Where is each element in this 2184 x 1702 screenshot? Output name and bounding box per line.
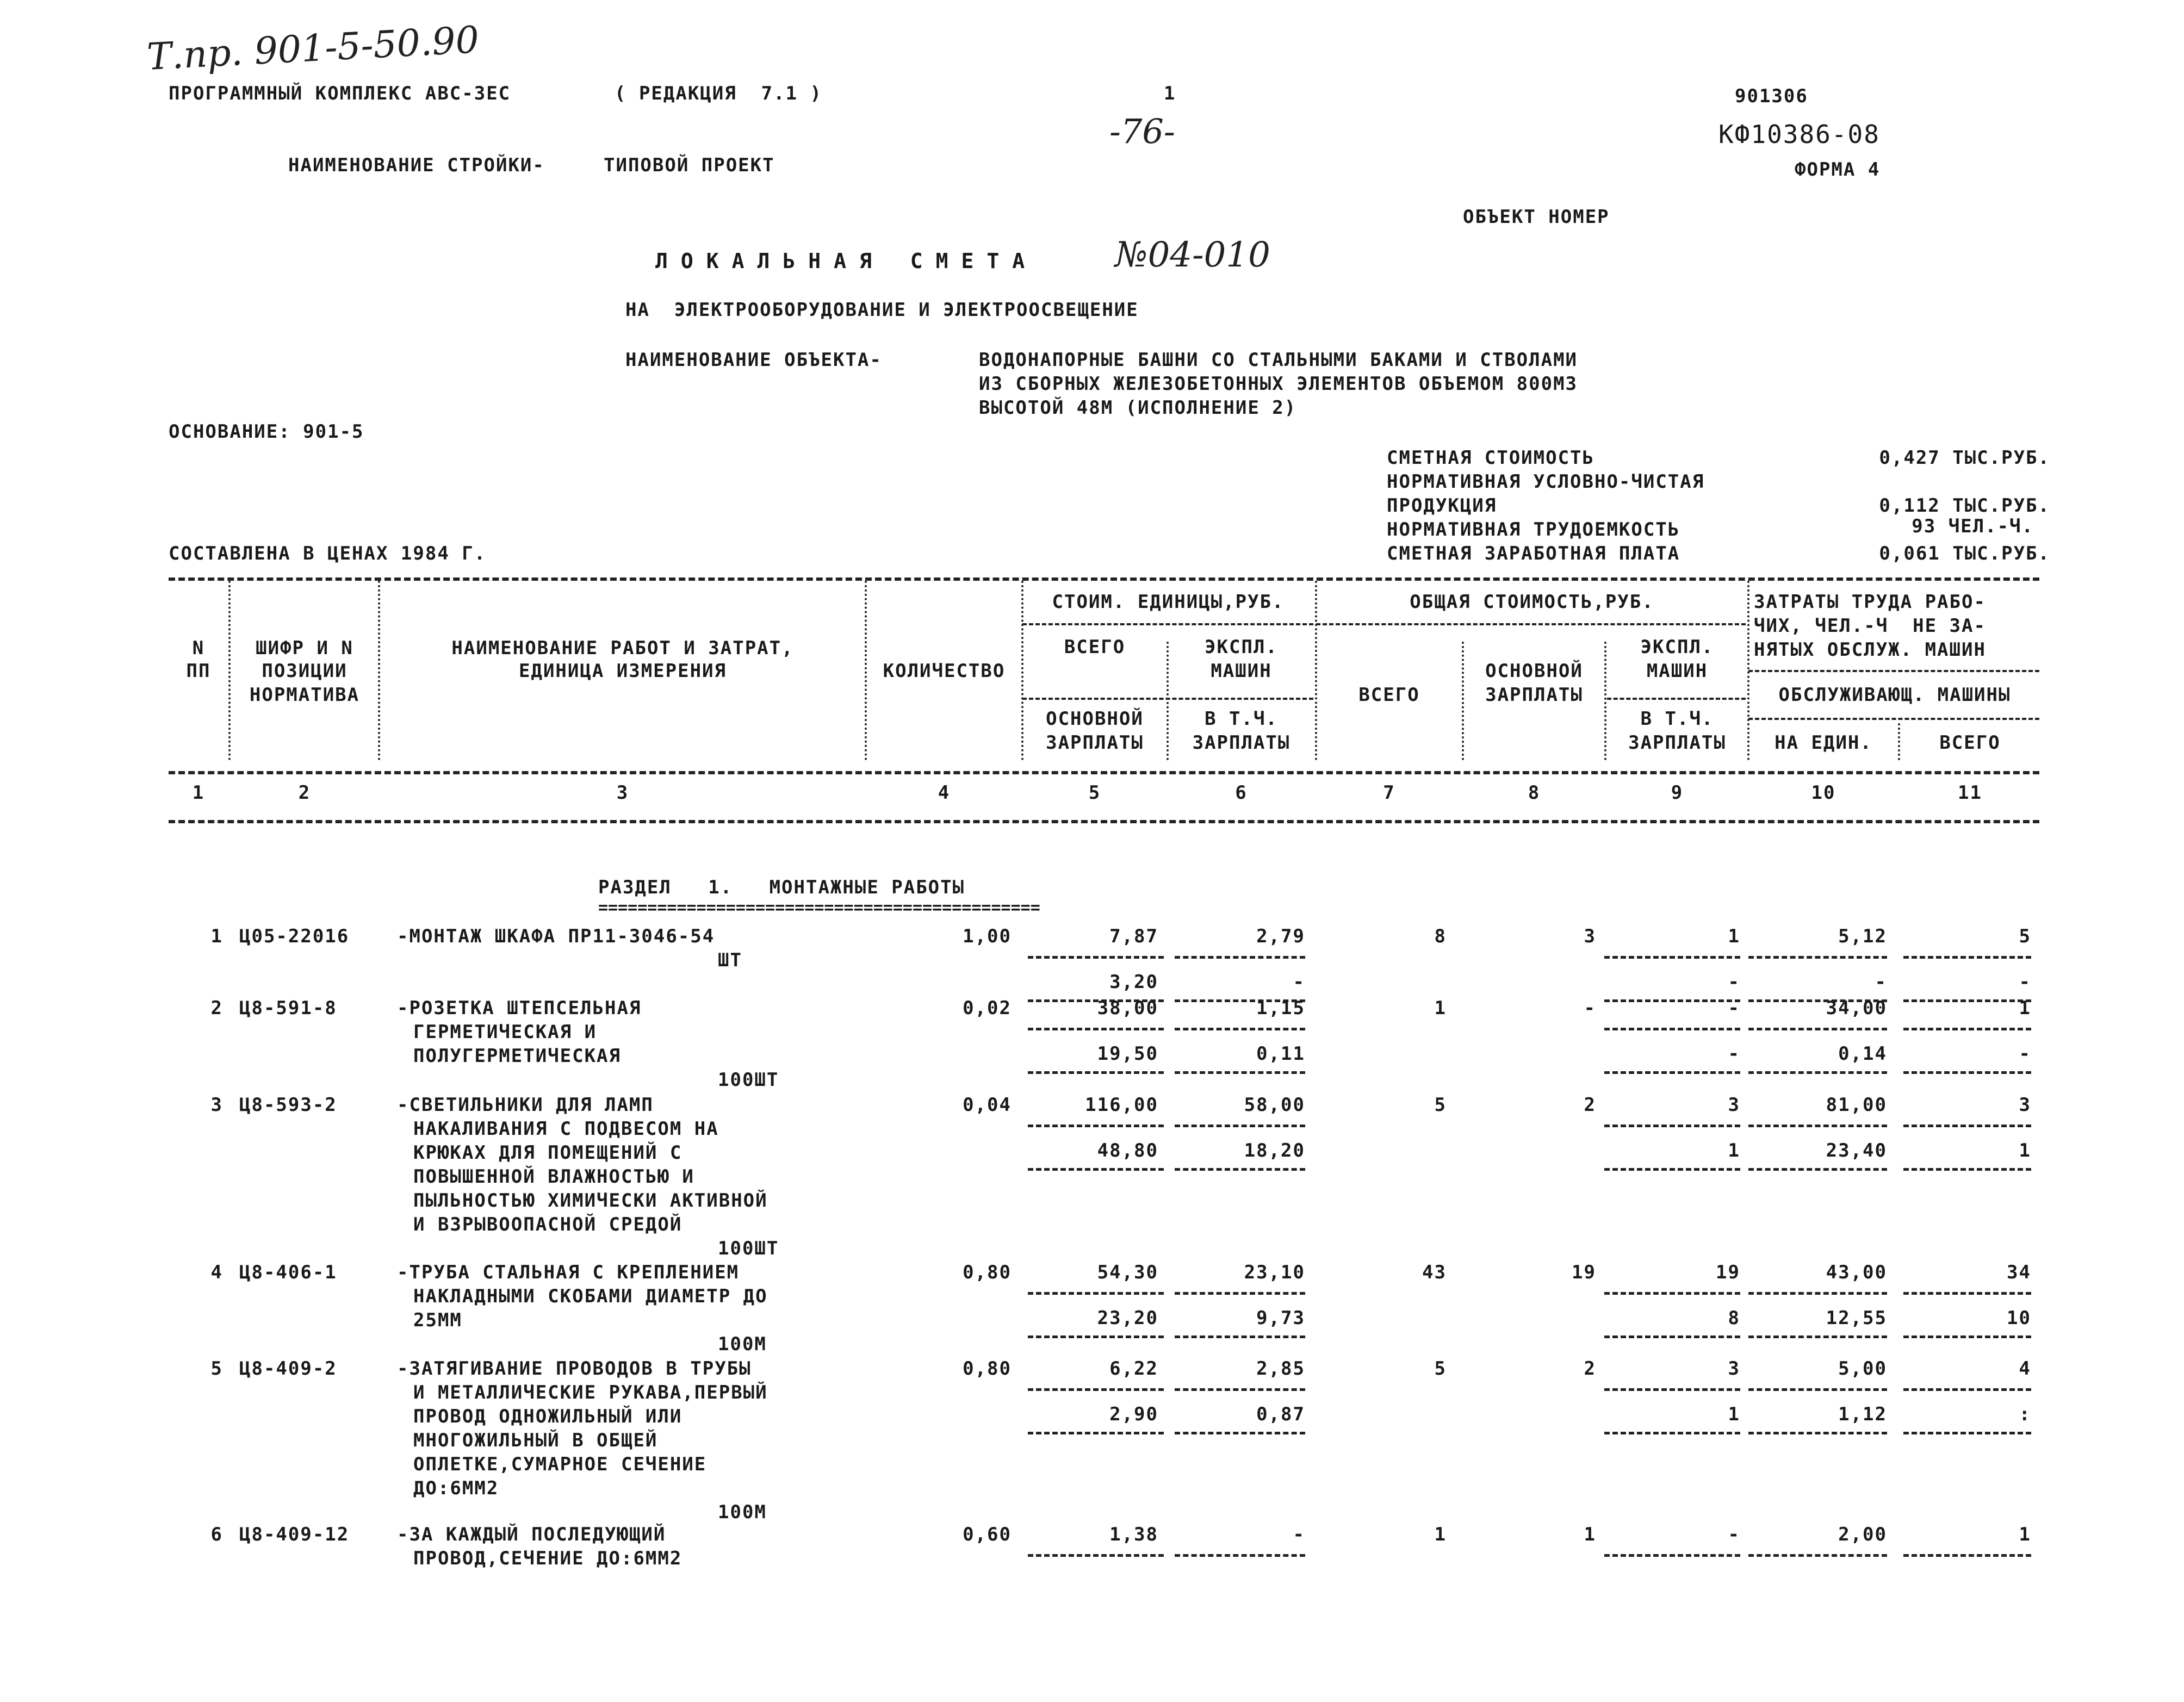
- summary-label: СМЕТНАЯ СТОИМОСТЬ: [1387, 447, 1594, 469]
- row-name-line: ДО:6ММ2: [413, 1477, 499, 1499]
- row-s10: 23,40: [1826, 1140, 1887, 1161]
- header-labor: ЗАТРАТЫ ТРУДА РАБО-: [1754, 591, 1986, 613]
- row-c6: 23,10: [1244, 1262, 1305, 1283]
- construction-value: ТИПОВОЙ ПРОЕКТ: [604, 154, 775, 176]
- col-number: 10: [1811, 782, 1836, 804]
- value-underline: [1748, 1432, 1887, 1434]
- section-underline: =============================================: [598, 898, 1040, 917]
- value-underline: [1748, 1388, 1887, 1391]
- header-unit-cost: СТОИМ. ЕДИНИЦЫ,РУБ.: [1052, 591, 1285, 613]
- row-c8: 19: [1572, 1262, 1596, 1283]
- header-inner-rule: [1748, 670, 2039, 672]
- section-title: РАЗДЕЛ 1. МОНТАЖНЫЕ РАБОТЫ: [598, 877, 965, 898]
- handwritten-page-number: -76-: [1109, 111, 1175, 151]
- row-c11: 1: [2019, 997, 2031, 1019]
- summary-value: 93 ЧЕЛ.-Ч.: [1912, 515, 2034, 537]
- row-name-line: -ЗАТЯГИВАНИЕ ПРОВОДОВ В ТРУБЫ: [397, 1358, 752, 1380]
- header-col2: ШИФР И N: [256, 637, 353, 659]
- row-unit: 100ШТ: [718, 1238, 779, 1259]
- row-c11: 5: [2019, 925, 2031, 947]
- value-underline: [1175, 1028, 1305, 1030]
- row-c10: 5,12: [1838, 925, 1887, 947]
- header-inner-rule: [1316, 623, 1746, 625]
- object-line-1: ВОДОНАПОРНЫЕ БАШНИ СО СТАЛЬНЫМИ БАКАМИ И СТВОЛАМИ: [979, 349, 1578, 371]
- row-s5: 48,80: [1097, 1140, 1158, 1161]
- header-labor: ЧИХ, ЧЕЛ.-Ч НЕ ЗА-: [1754, 615, 1986, 637]
- row-unit: 100М: [718, 1333, 767, 1355]
- value-underline: [1175, 1335, 1305, 1338]
- value-underline: [1748, 1335, 1887, 1338]
- header-col1: ПП: [186, 660, 211, 682]
- header-total-vsego: ВСЕГО: [1358, 684, 1420, 706]
- row-unit: ШТ: [718, 949, 742, 971]
- header-total-vtch: ЗАРПЛАТЫ: [1628, 732, 1726, 754]
- value-underline: [1604, 1292, 1740, 1295]
- row-c9: 3: [1728, 1094, 1740, 1116]
- handwritten-project-ref: Т.пр. 901-5-50.90: [146, 18, 480, 79]
- row-name-line: НАКЛАДНЫМИ СКОБАМИ ДИАМЕТР ДО: [413, 1285, 768, 1307]
- row-name-line: -РОЗЕТКА ШТЕПСЕЛЬНАЯ: [397, 997, 642, 1019]
- row-unit: 100М: [718, 1501, 767, 1523]
- row-s11: -: [2019, 971, 2031, 993]
- row-s11: 10: [2007, 1307, 2031, 1329]
- value-underline: [1748, 1071, 1887, 1074]
- price-basis: СОСТАВЛЕНА В ЦЕНАХ 1984 Г.: [169, 543, 487, 564]
- program-name: ПРОГРАММНЫЙ КОМПЛЕКС АВС-3ЕС: [169, 83, 511, 104]
- header-expl: ЭКСПЛ.: [1205, 636, 1278, 658]
- header-col4: КОЛИЧЕСТВО: [883, 660, 1006, 682]
- row-c10: 34,00: [1826, 997, 1887, 1019]
- header-obsl: ОБСЛУЖИВАЮЩ. МАШИНЫ: [1778, 684, 2011, 706]
- value-underline: [1604, 1028, 1740, 1030]
- row-c7: 8: [1434, 925, 1447, 947]
- value-underline: [1748, 1168, 1887, 1171]
- col-number: 2: [298, 782, 311, 804]
- row-s11: -: [2019, 1043, 2031, 1065]
- row-c10: 5,00: [1838, 1358, 1887, 1380]
- value-underline: [1604, 1125, 1740, 1127]
- value-underline: [1028, 1292, 1164, 1295]
- header-total-cost: ОБЩАЯ СТОИМОСТЬ,РУБ.: [1410, 591, 1654, 613]
- value-underline: [1028, 1432, 1164, 1434]
- row-s9: 8: [1728, 1307, 1740, 1329]
- value-underline: [1748, 1292, 1887, 1295]
- col-number: 11: [1958, 782, 1982, 804]
- row-c7: 5: [1434, 1358, 1447, 1380]
- value-underline: [1028, 1335, 1164, 1338]
- row-s6: 9,73: [1256, 1307, 1305, 1329]
- value-underline: [1604, 1168, 1740, 1171]
- value-underline: [1175, 1388, 1305, 1391]
- header-total-vtch: В Т.Ч.: [1640, 708, 1714, 730]
- row-s5: 2,90: [1109, 1403, 1158, 1425]
- summary-value: 0,427 ТЫС.РУБ.: [1879, 447, 2050, 469]
- row-c9: 19: [1716, 1262, 1740, 1283]
- row-number: 5: [210, 1358, 223, 1380]
- row-c7: 1: [1434, 997, 1447, 1019]
- table-header-rule: [169, 771, 2039, 774]
- form-code: 901306: [1735, 85, 1808, 107]
- row-code: Ц8-409-12: [239, 1524, 350, 1545]
- value-underline: [1748, 956, 1887, 959]
- row-code: Ц05-22016: [239, 925, 350, 947]
- value-underline: [1604, 1071, 1740, 1074]
- summary-value: 0,061 ТЫС.РУБ.: [1879, 543, 2050, 564]
- doc-code: КФ10386-08: [1718, 120, 1880, 149]
- row-c6: 1,15: [1256, 997, 1305, 1019]
- row-qty: 0,80: [963, 1262, 1012, 1283]
- row-c11: 1: [2019, 1524, 2031, 1545]
- col-number: 3: [616, 782, 629, 804]
- summary-value: 0,112 ТЫС.РУБ.: [1879, 495, 2050, 517]
- header-vtch: ЗАРПЛАТЫ: [1192, 732, 1290, 754]
- row-name-line: ПОВЫШЕННОЙ ВЛАЖНОСТЬЮ И: [413, 1166, 694, 1188]
- row-s5: 3,20: [1109, 971, 1158, 993]
- header-vtch: В Т.Ч.: [1205, 708, 1278, 730]
- row-name-line: ОПЛЕТКЕ,СУМАРНОЕ СЕЧЕНИЕ: [413, 1453, 707, 1475]
- row-c10: 2,00: [1838, 1524, 1887, 1545]
- row-c5: 116,00: [1085, 1094, 1158, 1116]
- object-line-3: ВЫСОТОЙ 48М (ИСПОЛНЕНИЕ 2): [979, 397, 1297, 419]
- value-underline: [1028, 1071, 1164, 1074]
- row-qty: 0,04: [963, 1094, 1012, 1116]
- row-c7: 1: [1434, 1524, 1447, 1545]
- row-qty: 1,00: [963, 925, 1012, 947]
- row-number: 6: [210, 1524, 223, 1545]
- row-c5: 6,22: [1109, 1358, 1158, 1380]
- row-name-line: МНОГОЖИЛЬНЫЙ В ОБЩЕЙ: [413, 1430, 658, 1451]
- row-name-line: -МОНТАЖ ШКАФА ПР11-3046-54: [397, 925, 715, 947]
- table-top-rule: [169, 577, 2039, 581]
- row-c7: 5: [1434, 1094, 1447, 1116]
- row-c5: 7,87: [1109, 925, 1158, 947]
- sheet-number: 1: [1164, 83, 1176, 104]
- row-c6: -: [1293, 1524, 1305, 1545]
- col-number: 5: [1088, 782, 1101, 804]
- row-s10: 0,14: [1838, 1043, 1887, 1065]
- value-underline: [1604, 1388, 1740, 1391]
- header-inner-rule: [1022, 623, 1313, 625]
- row-name-line: И ВЗРЫВООПАСНОЙ СРЕДОЙ: [413, 1214, 682, 1235]
- object-label: НАИМЕНОВАНИЕ ОБЪЕКТА-: [625, 349, 882, 371]
- handwritten-estimate-number: №04-010: [1115, 235, 1270, 275]
- row-c9: -: [1728, 1524, 1740, 1545]
- row-s6: 0,87: [1256, 1403, 1305, 1425]
- summary-label: НОРМАТИВНАЯ ТРУДОЕМКОСТЬ: [1387, 519, 1680, 541]
- col-number: 1: [192, 782, 205, 804]
- row-s5: 19,50: [1097, 1043, 1158, 1065]
- row-c5: 54,30: [1097, 1262, 1158, 1283]
- value-underline: [1028, 1168, 1164, 1171]
- object-number: ОБЪЕКТ НОМЕР: [1463, 206, 1610, 228]
- row-name-line: НАКАЛИВАНИЯ С ПОДВЕСОМ НА: [413, 1118, 719, 1140]
- row-c6: 58,00: [1244, 1094, 1305, 1116]
- row-qty: 0,80: [963, 1358, 1012, 1380]
- value-underline: [1903, 1028, 2031, 1030]
- header-total-osn: ЗАРПЛАТЫ: [1485, 684, 1583, 706]
- value-underline: [1028, 1554, 1164, 1557]
- value-underline: [1903, 1168, 2031, 1171]
- header-col3: НАИМЕНОВАНИЕ РАБОТ И ЗАТРАТ,: [451, 637, 794, 659]
- row-unit: 100ШТ: [718, 1069, 779, 1091]
- row-name-line: ПЫЛЬНОСТЬЮ ХИМИЧЕСКИ АКТИВНОЙ: [413, 1190, 768, 1212]
- row-name-line: -СВЕТИЛЬНИКИ ДЛЯ ЛАМП: [397, 1094, 654, 1116]
- header-col2: НОРМАТИВА: [249, 684, 360, 706]
- value-underline: [1175, 1125, 1305, 1127]
- row-c5: 1,38: [1109, 1524, 1158, 1545]
- row-name-line: ГЕРМЕТИЧЕСКАЯ И: [413, 1021, 597, 1043]
- value-underline: [1903, 1554, 2031, 1557]
- construction-label: НАИМЕНОВАНИЕ СТРОЙКИ-: [288, 154, 545, 176]
- row-c8: 1: [1584, 1524, 1596, 1545]
- edition: ( РЕДАКЦИЯ 7.1 ): [615, 83, 822, 104]
- value-underline: [1748, 1028, 1887, 1030]
- value-underline: [1175, 956, 1305, 959]
- col-number: 8: [1528, 782, 1541, 804]
- row-c11: 34: [2007, 1262, 2031, 1283]
- header-col3: ЕДИНИЦА ИЗМЕРЕНИЯ: [519, 660, 727, 682]
- row-name-line: -ТРУБА СТАЛЬНАЯ С КРЕПЛЕНИЕМ: [397, 1262, 740, 1283]
- row-s10: -: [1875, 971, 1887, 993]
- value-underline: [1175, 1071, 1305, 1074]
- col-separator: [1898, 723, 1900, 760]
- col-separator: [1604, 642, 1606, 760]
- value-underline: [1028, 1028, 1164, 1030]
- col-separator: [865, 581, 867, 760]
- header-na-edin: НА ЕДИН.: [1774, 732, 1872, 754]
- value-underline: [1175, 1554, 1305, 1557]
- header-inner-rule: [1748, 718, 2039, 720]
- header-osn: ЗАРПЛАТЫ: [1046, 732, 1144, 754]
- row-c8: -: [1584, 997, 1596, 1019]
- basis: ОСНОВАНИЕ: 901-5: [169, 421, 364, 443]
- row-s6: -: [1293, 971, 1305, 993]
- row-s10: 1,12: [1838, 1403, 1887, 1425]
- value-underline: [1604, 956, 1740, 959]
- row-s6: 0,11: [1256, 1043, 1305, 1065]
- header-vsego-labor: ВСЕГО: [1939, 732, 2001, 754]
- value-underline: [1903, 1071, 2031, 1074]
- value-underline: [1028, 1125, 1164, 1127]
- col-number: 6: [1235, 782, 1248, 804]
- col-number: 4: [938, 782, 951, 804]
- row-number: 4: [210, 1262, 223, 1283]
- row-number: 3: [210, 1094, 223, 1116]
- value-underline: [1604, 1554, 1740, 1557]
- header-inner-rule: [1022, 698, 1313, 700]
- row-name-line: 25ММ: [413, 1309, 462, 1331]
- row-c9: 1: [1728, 925, 1740, 947]
- value-underline: [1903, 956, 2031, 959]
- row-c10: 81,00: [1826, 1094, 1887, 1116]
- row-number: 1: [210, 925, 223, 947]
- row-number: 2: [210, 997, 223, 1019]
- row-c6: 2,85: [1256, 1358, 1305, 1380]
- row-c11: 3: [2019, 1094, 2031, 1116]
- col-number: 7: [1383, 782, 1395, 804]
- header-expl: МАШИН: [1211, 660, 1272, 682]
- header-osn: ОСНОВНОЙ: [1046, 708, 1144, 730]
- header-col2: ПОЗИЦИИ: [262, 660, 348, 682]
- row-s9: -: [1728, 1043, 1740, 1065]
- row-name-line: ПОЛУГЕРМЕТИЧЕСКАЯ: [413, 1045, 621, 1067]
- summary-label: ПРОДУКЦИЯ: [1387, 495, 1497, 517]
- header-col1: N: [192, 637, 205, 659]
- value-underline: [1903, 1432, 2031, 1434]
- value-underline: [1604, 1432, 1740, 1434]
- document-title: ЛОКАЛЬНАЯ СМЕТА: [655, 249, 1038, 273]
- row-code: Ц8-591-8: [239, 997, 337, 1019]
- summary-label: НОРМАТИВНАЯ УСЛОВНО-ЧИСТАЯ: [1387, 471, 1705, 493]
- header-total-expl: ЭКСПЛ.: [1640, 636, 1714, 658]
- form-number: ФОРМА 4: [1795, 159, 1881, 181]
- table-numbers-rule: [169, 820, 2039, 823]
- value-underline: [1903, 1335, 2031, 1338]
- header-inner-rule: [1607, 698, 1746, 700]
- col-separator: [378, 581, 380, 760]
- row-code: Ц8-406-1: [239, 1262, 337, 1283]
- header-vsego: ВСЕГО: [1064, 636, 1126, 658]
- row-code: Ц8-593-2: [239, 1094, 337, 1116]
- row-s9: 1: [1728, 1140, 1740, 1161]
- row-c11: 4: [2019, 1358, 2031, 1380]
- row-c7: 43: [1422, 1262, 1447, 1283]
- value-underline: [1028, 956, 1164, 959]
- row-qty: 0,02: [963, 997, 1012, 1019]
- value-underline: [1604, 1335, 1740, 1338]
- col-number: 9: [1671, 782, 1684, 804]
- col-separator: [1167, 642, 1169, 760]
- col-separator: [228, 581, 231, 760]
- document-subtitle: НА ЭЛЕКТРООБОРУДОВАНИЕ И ЭЛЕКТРООСВЕЩЕНИЕ: [625, 299, 1139, 321]
- row-s5: 23,20: [1097, 1307, 1158, 1329]
- object-line-2: ИЗ СБОРНЫХ ЖЕЛЕЗОБЕТОННЫХ ЭЛЕМЕНТОВ ОБЪЕМОМ 800М3: [979, 373, 1578, 395]
- row-name-line: ПРОВОД,СЕЧЕНИЕ ДО:6ММ2: [413, 1548, 682, 1569]
- value-underline: [1903, 1125, 2031, 1127]
- row-name-line: ПРОВОД ОДНОЖИЛЬНЫЙ ИЛИ: [413, 1406, 682, 1427]
- value-underline: [1903, 1388, 2031, 1391]
- header-labor: НЯТЫХ ОБСЛУЖ. МАШИН: [1754, 639, 1986, 661]
- value-underline: [1903, 1292, 2031, 1295]
- row-s9: 1: [1728, 1403, 1740, 1425]
- row-c8: 2: [1584, 1358, 1596, 1380]
- row-name-line: -ЗА КАЖДЫЙ ПОСЛЕДУЮЩИЙ: [397, 1524, 666, 1545]
- row-c9: -: [1728, 997, 1740, 1019]
- row-s11: 1: [2019, 1140, 2031, 1161]
- value-underline: [1175, 1432, 1305, 1434]
- row-code: Ц8-409-2: [239, 1358, 337, 1380]
- row-c9: 3: [1728, 1358, 1740, 1380]
- value-underline: [1028, 1388, 1164, 1391]
- row-c8: 2: [1584, 1094, 1596, 1116]
- row-c10: 43,00: [1826, 1262, 1887, 1283]
- summary-label: СМЕТНАЯ ЗАРАБОТНАЯ ПЛАТА: [1387, 543, 1680, 564]
- value-underline: [1748, 1554, 1887, 1557]
- value-underline: [1175, 1292, 1305, 1295]
- header-total-expl: МАШИН: [1646, 660, 1708, 682]
- row-s9: -: [1728, 971, 1740, 993]
- row-name-line: И МЕТАЛЛИЧЕСКИЕ РУКАВА,ПЕРВЫЙ: [413, 1382, 768, 1403]
- row-qty: 0,60: [963, 1524, 1012, 1545]
- row-s11: :: [2019, 1403, 2031, 1425]
- row-c5: 38,00: [1097, 997, 1158, 1019]
- row-name-line: КРЮКАХ ДЛЯ ПОМЕЩЕНИЙ С: [413, 1142, 682, 1164]
- row-s10: 12,55: [1826, 1307, 1887, 1329]
- value-underline: [1175, 1168, 1305, 1171]
- row-c8: 3: [1584, 925, 1596, 947]
- value-underline: [1748, 1125, 1887, 1127]
- header-total-osn: ОСНОВНОЙ: [1485, 660, 1583, 682]
- row-c6: 2,79: [1256, 925, 1305, 947]
- row-s6: 18,20: [1244, 1140, 1305, 1161]
